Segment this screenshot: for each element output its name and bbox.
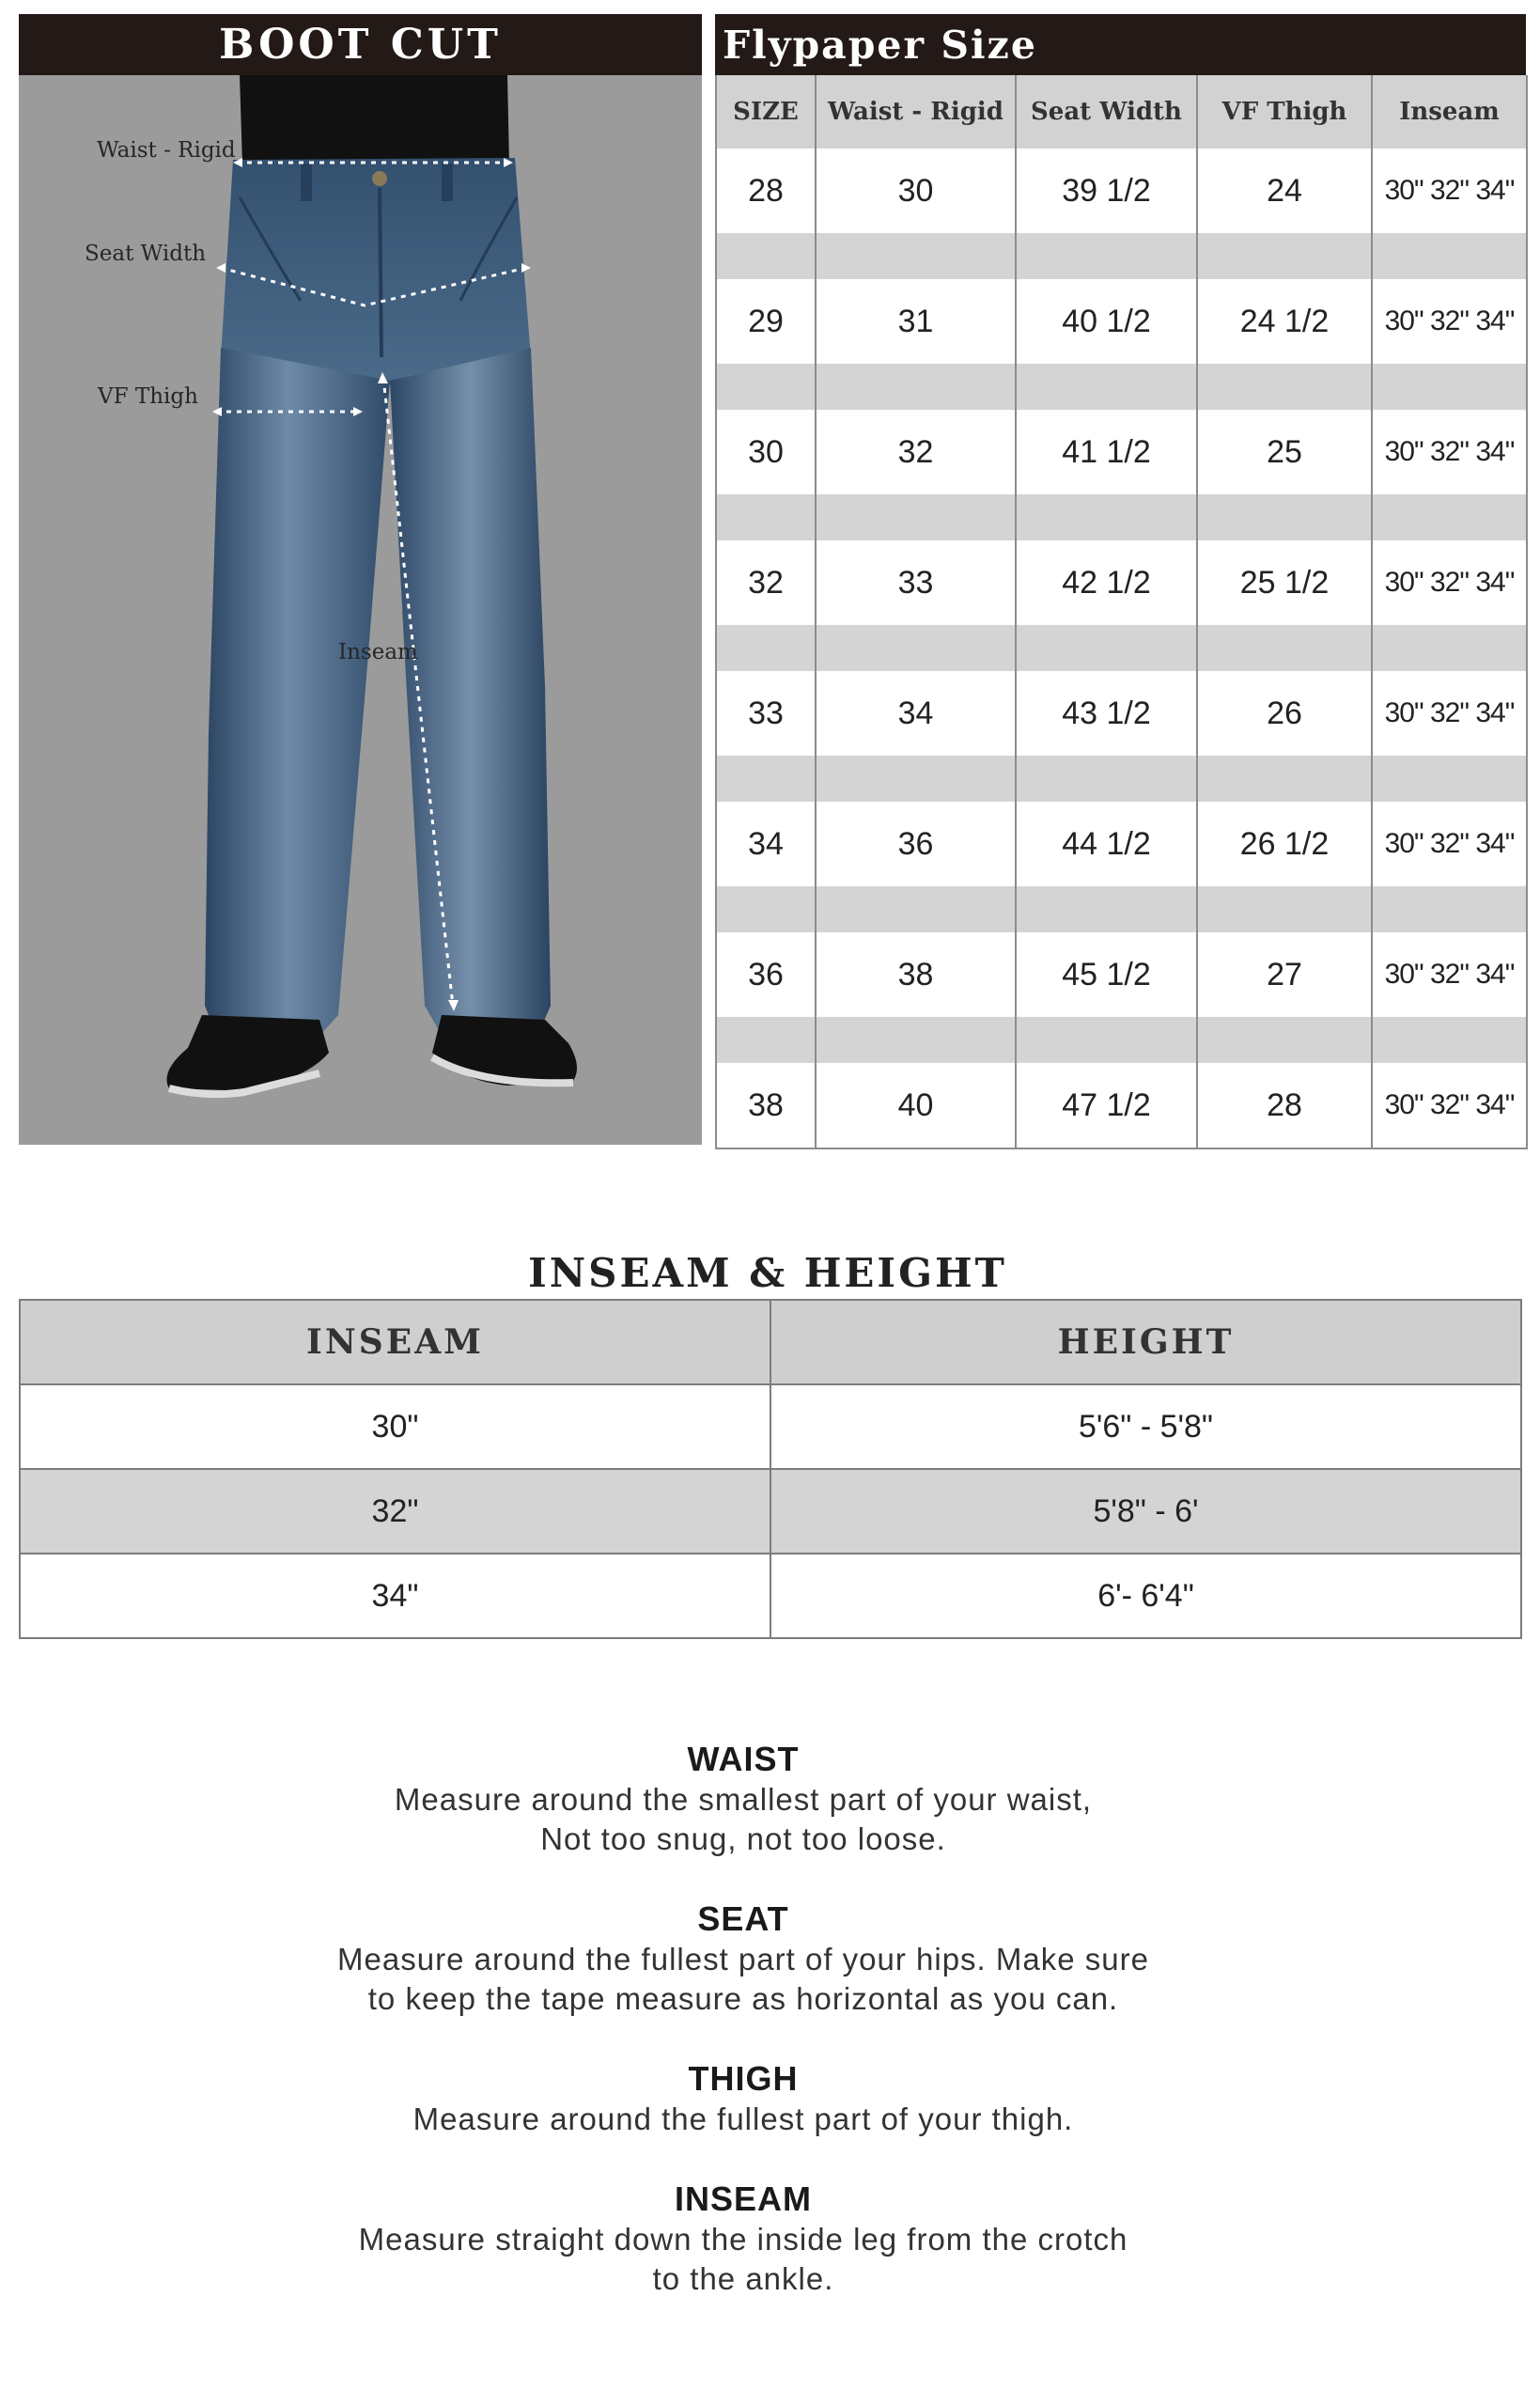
cell-size: 29 bbox=[716, 279, 816, 364]
row-separator bbox=[716, 494, 1527, 540]
size-table-title: Flypaper Size bbox=[715, 14, 1526, 75]
table-row bbox=[716, 279, 1527, 364]
header-waist: Waist - Rigid bbox=[816, 75, 1016, 148]
instruction-inseam bbox=[0, 2179, 1486, 2299]
cell-size: 30 bbox=[716, 410, 816, 494]
cell-inseam: 30" 32" 34" bbox=[1372, 1063, 1527, 1148]
cell-inseam: 30" 32" 34" bbox=[1372, 148, 1527, 233]
header-height: HEIGHT bbox=[770, 1300, 1521, 1384]
table-row bbox=[716, 148, 1527, 233]
cell-waist: 31 bbox=[816, 279, 1016, 364]
cell-seat: 44 1/2 bbox=[1016, 802, 1197, 886]
cell-inseam: 30" 32" 34" bbox=[1372, 932, 1527, 1017]
flypaper-size-panel bbox=[715, 14, 1526, 1149]
vf-thigh-label: VF Thigh bbox=[98, 384, 198, 409]
cell-waist: 36 bbox=[816, 802, 1016, 886]
instruction-thigh bbox=[0, 2058, 1486, 2139]
cell-thigh: 26 bbox=[1197, 671, 1372, 756]
instruction-line: to the ankle. bbox=[652, 2261, 834, 2296]
cell-waist: 32 bbox=[816, 410, 1016, 494]
cell-thigh: 27 bbox=[1197, 932, 1372, 1017]
inseam-label: Inseam bbox=[338, 640, 418, 664]
cell-size: 36 bbox=[716, 932, 816, 1017]
waist-label: Waist - Rigid bbox=[97, 138, 236, 163]
cell-size: 28 bbox=[716, 148, 816, 233]
header-inseam: INSEAM bbox=[20, 1300, 770, 1384]
row-separator bbox=[716, 886, 1527, 932]
measuring-instructions bbox=[0, 1739, 1486, 2338]
cell-inseam: 34" bbox=[20, 1554, 770, 1638]
table-row bbox=[716, 1063, 1527, 1148]
cell-height: 6'- 6'4" bbox=[770, 1554, 1521, 1638]
cell-inseam: 30" 32" 34" bbox=[1372, 540, 1527, 625]
inseam-height-title: INSEAM & HEIGHT bbox=[528, 1250, 1007, 1296]
row-separator bbox=[716, 625, 1527, 671]
table-row bbox=[20, 1469, 1521, 1554]
instruction-line: Measure around the smallest part of your waist, bbox=[394, 1782, 1093, 1817]
cell-seat: 39 1/2 bbox=[1016, 148, 1197, 233]
table-row bbox=[716, 410, 1527, 494]
header-vf-thigh: VF Thigh bbox=[1197, 75, 1372, 148]
cell-seat: 45 1/2 bbox=[1016, 932, 1197, 1017]
inseam-height-table bbox=[19, 1299, 1522, 1639]
jeans-model-image bbox=[19, 75, 702, 1145]
cell-inseam: 30" 32" 34" bbox=[1372, 279, 1527, 364]
cell-inseam: 30" 32" 34" bbox=[1372, 671, 1527, 756]
table-row bbox=[20, 1384, 1521, 1469]
instruction-seat bbox=[0, 1898, 1486, 2019]
table-row bbox=[20, 1554, 1521, 1638]
row-separator bbox=[716, 364, 1527, 410]
boot-cut-panel bbox=[19, 14, 702, 1145]
cell-size: 33 bbox=[716, 671, 816, 756]
row-separator bbox=[716, 233, 1527, 279]
cell-seat: 47 1/2 bbox=[1016, 1063, 1197, 1148]
seat-width-label: Seat Width bbox=[85, 242, 207, 266]
cell-inseam: 32" bbox=[20, 1469, 770, 1554]
instruction-title: WAIST bbox=[687, 1740, 800, 1778]
row-separator bbox=[716, 1017, 1527, 1063]
cell-thigh: 28 bbox=[1197, 1063, 1372, 1148]
table-row bbox=[716, 932, 1527, 1017]
cell-size: 38 bbox=[716, 1063, 816, 1148]
cell-thigh: 24 bbox=[1197, 148, 1372, 233]
cell-waist: 33 bbox=[816, 540, 1016, 625]
instruction-line: to keep the tape measure as horizontal as you can. bbox=[367, 1981, 1119, 2016]
cell-waist: 40 bbox=[816, 1063, 1016, 1148]
table-row bbox=[716, 802, 1527, 886]
boot-cut-title: BOOT CUT bbox=[19, 14, 702, 75]
cell-thigh: 25 1/2 bbox=[1197, 540, 1372, 625]
cell-waist: 38 bbox=[816, 932, 1016, 1017]
cell-seat: 43 1/2 bbox=[1016, 671, 1197, 756]
row-separator bbox=[716, 756, 1527, 802]
cell-waist: 30 bbox=[816, 148, 1016, 233]
size-table bbox=[715, 75, 1528, 1149]
cell-height: 5'8" - 6' bbox=[770, 1469, 1521, 1554]
cell-inseam: 30" bbox=[20, 1384, 770, 1469]
instruction-line: Measure straight down the inside leg from the crotch bbox=[358, 2222, 1128, 2257]
cell-thigh: 24 1/2 bbox=[1197, 279, 1372, 364]
header-inseam: Inseam bbox=[1372, 75, 1527, 148]
instruction-waist bbox=[0, 1739, 1486, 1859]
cell-height: 5'6" - 5'8" bbox=[770, 1384, 1521, 1469]
cell-seat: 42 1/2 bbox=[1016, 540, 1197, 625]
instruction-line: Measure around the fullest part of your hips. Make sure bbox=[337, 1942, 1149, 1976]
instruction-title: SEAT bbox=[697, 1899, 789, 1938]
instruction-line: Measure around the fullest part of your thigh. bbox=[412, 2101, 1074, 2136]
instruction-title: INSEAM bbox=[674, 2179, 812, 2218]
cell-size: 34 bbox=[716, 802, 816, 886]
instruction-line: Not too snug, not too loose. bbox=[540, 1821, 946, 1856]
cell-seat: 40 1/2 bbox=[1016, 279, 1197, 364]
header-size: SIZE bbox=[716, 75, 816, 148]
inseam-height-section bbox=[19, 1299, 1522, 1639]
cell-thigh: 26 1/2 bbox=[1197, 802, 1372, 886]
table-row bbox=[716, 671, 1527, 756]
table-row bbox=[716, 540, 1527, 625]
cell-seat: 41 1/2 bbox=[1016, 410, 1197, 494]
cell-waist: 34 bbox=[816, 671, 1016, 756]
cell-size: 32 bbox=[716, 540, 816, 625]
header-seat-width: Seat Width bbox=[1016, 75, 1197, 148]
instruction-title: THIGH bbox=[688, 2059, 799, 2098]
cell-thigh: 25 bbox=[1197, 410, 1372, 494]
cell-inseam: 30" 32" 34" bbox=[1372, 410, 1527, 494]
cell-inseam: 30" 32" 34" bbox=[1372, 802, 1527, 886]
